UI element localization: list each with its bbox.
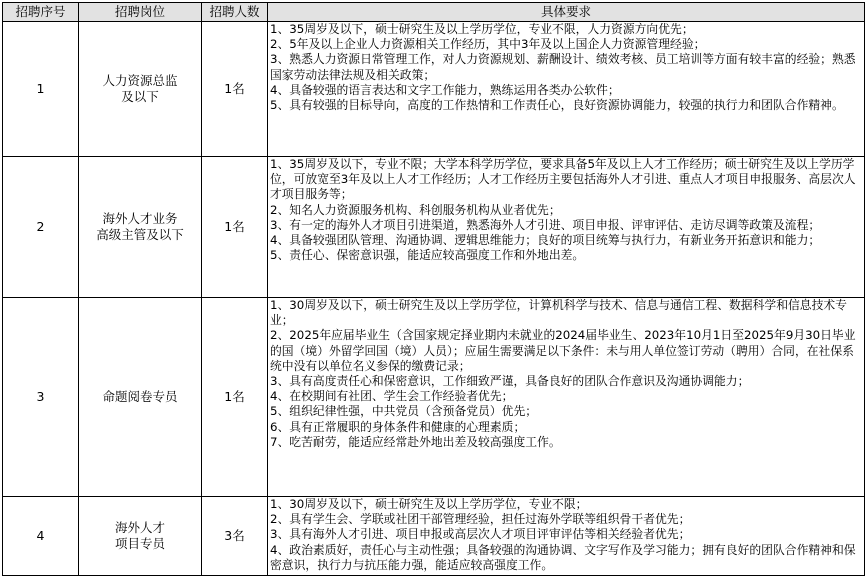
requirement-item: 2、5年及以上企业人力资源相关工作经历，其中3年及以上国企人力资源管理经验； — [270, 37, 706, 52]
table-row — [3, 157, 865, 298]
row-number: 2 — [3, 157, 79, 298]
position-label: 命题阅卷专员 — [102, 389, 178, 404]
requirements-cell — [268, 157, 865, 298]
requirement-item: 5、责任心、保密意识强，能适应较高强度工作和外地出差。 — [270, 248, 585, 263]
requirement-item: 4、在校期间有社团、学生会工作经验者优先； — [270, 389, 514, 404]
requirement-item: 3、具有海外人才引进、项目申报或高层次人才项目评审评估等相关经验者优先； — [270, 527, 691, 542]
requirement-item: 7、吃苦耐劳，能适应经常赴外地出差及较高强度工作。 — [270, 434, 561, 449]
position-label: 海外人才 项目专员 — [114, 520, 165, 551]
requirement-item: 2、知名人力资源服务机构、科创服务机构从业者优先； — [270, 202, 561, 217]
position-name — [79, 22, 202, 157]
hire-count: 1名 — [202, 298, 268, 497]
table-row — [3, 22, 865, 157]
requirement-item: 3、有一定的海外人才项目引进渠道，熟悉海外人才引进、项目申报、评审评估、走访尽调等政策及流程； — [270, 217, 821, 232]
requirement-item: 1、30周岁及以下，硕士研究生及以上学历学位，计算机科学与技术、信息与通信工程、数据科学和信息技术专业； — [270, 298, 847, 328]
row-number: 1 — [3, 22, 79, 157]
header-position: 招聘岗位 — [79, 3, 202, 22]
requirement-item: 4、具备较强的语言表达和文字工作能力，熟练运用各类办公软件； — [270, 82, 620, 97]
requirement-item: 5、组织纪律性强，中共党员（含预备党员）优先； — [270, 404, 538, 419]
requirement-item: 1、30周岁及以下，硕士研究生及以上学历学位，专业不限； — [270, 497, 588, 511]
requirements-cell — [268, 22, 865, 157]
row-number: 4 — [3, 497, 79, 576]
requirement-item: 1、35周岁及以下，专业不限；大学本科学历学位，要求具备5年及以上人才工作经历；硕士研究生及以上学历学位，可放宽至3年及以上人才工作经历；人才工作经历主要包括海外人才引进、重点人才项目申报服务、高层次人才项目服务等； — [270, 157, 856, 202]
header-number: 招聘序号 — [3, 3, 79, 22]
requirement-item: 3、熟悉人力资源日常管理工作，对人力资源规划、薪酬设计、绩效考核、员工培训等方面有较丰富的经验；熟悉国家劳动法律法规及相关政策； — [270, 52, 856, 82]
hire-count: 3名 — [202, 497, 268, 576]
position-name — [79, 157, 202, 298]
requirement-item: 2、2025年应届毕业生（含国家规定择业期内未就业的2024届毕业生、2023年10月1日至2025年9月30日毕业的国（境）外留学回国（境）人员）；应届生需要满足以下条件：未与用人单位签订劳动（聘用）合同，在社保系统中没有以单位名义参保的缴费记录； — [270, 328, 856, 373]
requirement-item: 1、35周岁及以下，硕士研究生及以上学历学位，专业不限，人力资源方向优先； — [270, 22, 694, 36]
header-row — [3, 3, 865, 22]
requirement-item: 4、政治素质好，责任心与主动性强；具备较强的沟通协调、文字写作及学习能力；拥有良好的团队合作精神和保密意识，执行力与抗压能力强，能适应较高强度工作。 — [270, 542, 856, 572]
requirement-item: 2、具有学生会、学联或社团干部管理经验，担任过海外学联等组织骨干者优先； — [270, 512, 691, 527]
position-label: 人力资源总监 及以下 — [102, 73, 178, 104]
hire-count: 1名 — [202, 22, 268, 157]
requirement-item: 5、具有较强的目标导向，高度的工作热情和工作责任心，良好资源协调能力，较强的执行力和团队合作精神。 — [270, 98, 844, 113]
requirements-cell — [268, 497, 865, 576]
requirements-cell — [268, 298, 865, 497]
position-name — [79, 497, 202, 576]
requirement-item: 6、具有正常履职的身体条件和健康的心理素质； — [270, 419, 526, 434]
row-number: 3 — [3, 298, 79, 497]
position-name — [79, 298, 202, 497]
requirement-item: 3、具有高度责任心和保密意识，工作细致严谨，具备良好的团队合作意识及沟通协调能力； — [270, 374, 750, 389]
requirement-item: 4、具备较强团队管理、沟通协调、逻辑思维能力；良好的项目统筹与执行力，有新业务开拓意识和能力； — [270, 233, 821, 248]
position-label: 海外人才业务 高级主管及以下 — [96, 211, 184, 242]
table-row — [3, 298, 865, 497]
recruitment-table — [2, 2, 865, 576]
table-row — [3, 497, 865, 576]
header-count: 招聘人数 — [202, 3, 268, 22]
header-requirements: 具体要求 — [268, 3, 865, 22]
hire-count: 1名 — [202, 157, 268, 298]
